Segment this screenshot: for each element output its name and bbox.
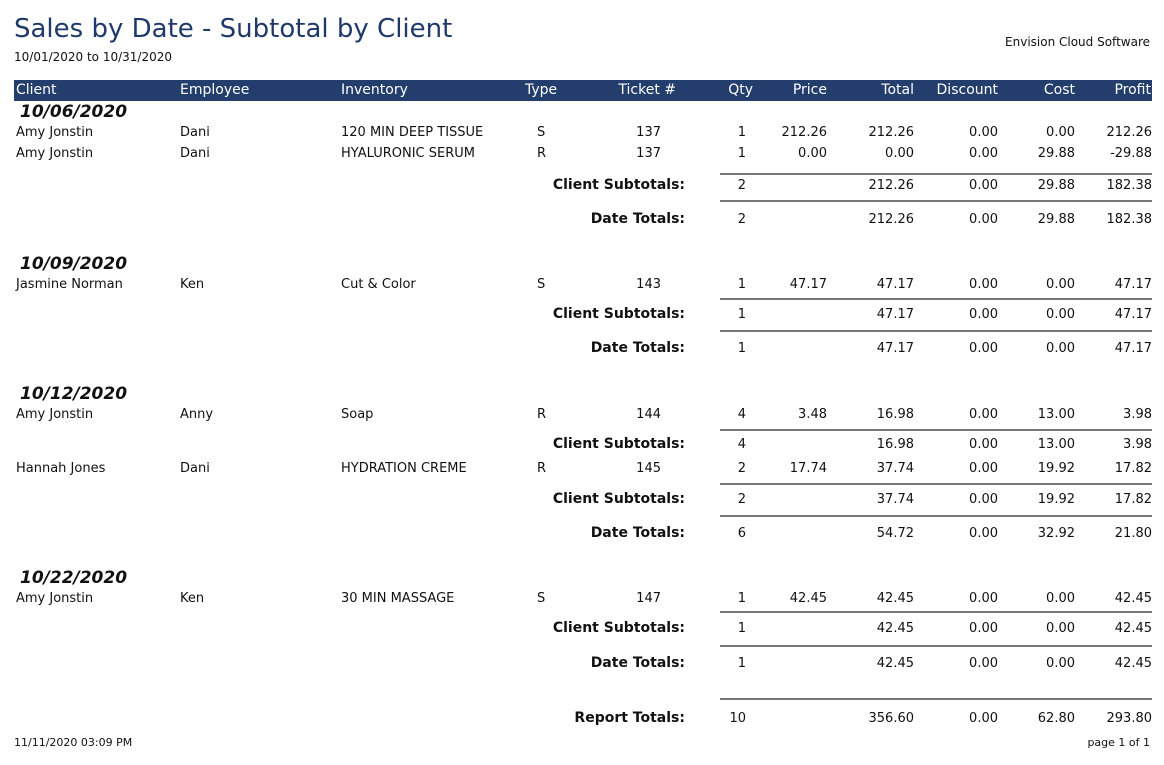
cell-discount: 0.00 — [969, 591, 998, 606]
cell-employee: Dani — [180, 146, 210, 161]
date-total-total: 47.17 — [876, 341, 914, 356]
date-total-discount: 0.00 — [969, 341, 998, 356]
cell-inventory: HYDRATION CREME — [341, 461, 467, 476]
report-title: Sales by Date - Subtotal by Client — [14, 14, 453, 44]
report-total-discount: 0.00 — [969, 711, 998, 726]
date-total-profit: 42.45 — [1114, 656, 1152, 671]
subtotal-discount: 0.00 — [969, 492, 998, 507]
cell-cost: 0.00 — [1046, 591, 1075, 606]
date-total-rule — [720, 515, 1152, 517]
cell-inventory: HYALURONIC SERUM — [341, 146, 475, 161]
col-profit: Profit — [1114, 82, 1151, 98]
date-header: 10/12/2020 — [20, 384, 128, 404]
cell-cost: 13.00 — [1037, 407, 1075, 422]
column-header-bar — [14, 80, 1152, 101]
page-number: page 1 of 1 — [1087, 736, 1150, 749]
cell-ticket: 144 — [636, 407, 661, 422]
cell-qty: 1 — [737, 591, 746, 606]
cell-employee: Ken — [180, 591, 205, 606]
subtotal-profit: 17.82 — [1114, 492, 1152, 507]
date-header: 10/06/2020 — [20, 102, 128, 122]
date-total-qty: 2 — [737, 212, 746, 227]
cell-profit: -29.88 — [1110, 146, 1152, 161]
subtotal-profit: 182.38 — [1106, 178, 1152, 193]
cell-total: 42.45 — [876, 591, 914, 606]
col-type: Type — [525, 82, 558, 98]
cell-qty: 1 — [737, 146, 746, 161]
cell-profit: 212.26 — [1106, 125, 1152, 140]
cell-profit: 17.82 — [1114, 461, 1152, 476]
date-total-profit: 47.17 — [1114, 341, 1152, 356]
client-subtotals-label: Client Subtotals: — [552, 620, 685, 636]
col-inventory: Inventory — [341, 82, 408, 98]
cell-type: R — [537, 461, 547, 476]
subtotal-total: 16.98 — [876, 437, 914, 452]
subtotal-qty: 1 — [737, 621, 746, 636]
date-total-discount: 0.00 — [969, 212, 998, 227]
subtotal-profit: 3.98 — [1123, 437, 1152, 452]
date-total-profit: 182.38 — [1106, 212, 1152, 227]
subtotal-rule — [720, 611, 1152, 613]
client-subtotals-label: Client Subtotals: — [552, 491, 685, 507]
subtotal-profit: 47.17 — [1114, 307, 1152, 322]
cell-ticket: 137 — [636, 146, 661, 161]
report-total-cost: 62.80 — [1037, 711, 1075, 726]
subtotal-discount: 0.00 — [969, 621, 998, 636]
cell-client: Hannah Jones — [16, 461, 106, 476]
subtotal-rule — [720, 173, 1152, 175]
cell-ticket: 145 — [636, 461, 661, 476]
cell-client: Amy Jonstin — [16, 591, 94, 606]
subtotal-rule — [720, 483, 1152, 485]
subtotal-cost: 0.00 — [1046, 307, 1075, 322]
report-total-total: 356.60 — [868, 711, 914, 726]
report-total-qty: 10 — [729, 711, 746, 726]
cell-client: Amy Jonstin — [16, 125, 94, 140]
cell-cost: 0.00 — [1046, 125, 1075, 140]
col-total: Total — [881, 82, 914, 98]
cell-ticket: 143 — [636, 277, 661, 292]
subtotal-discount: 0.00 — [969, 307, 998, 322]
cell-total: 0.00 — [885, 146, 914, 161]
cell-discount: 0.00 — [969, 146, 998, 161]
date-totals-label: Date Totals: — [590, 655, 685, 671]
report-total-rule — [720, 698, 1152, 700]
cell-profit: 42.45 — [1114, 591, 1152, 606]
date-total-discount: 0.00 — [969, 526, 998, 541]
col-ticket: Ticket # — [618, 82, 676, 98]
date-total-rule — [720, 330, 1152, 332]
subtotal-rule — [720, 298, 1152, 300]
cell-client: Amy Jonstin — [16, 407, 94, 422]
date-total-profit: 21.80 — [1114, 526, 1152, 541]
report-date-range: 10/01/2020 to 10/31/2020 — [14, 50, 173, 64]
cell-client: Jasmine Norman — [16, 277, 123, 292]
date-total-total: 212.26 — [868, 212, 914, 227]
subtotal-qty: 1 — [737, 307, 746, 322]
cell-total: 212.26 — [868, 125, 914, 140]
date-total-total: 54.72 — [876, 526, 914, 541]
subtotal-qty: 2 — [737, 178, 746, 193]
date-header: 10/22/2020 — [20, 568, 128, 588]
cell-inventory: 120 MIN DEEP TISSUE — [341, 125, 484, 140]
cell-employee: Dani — [180, 461, 210, 476]
date-total-cost: 0.00 — [1046, 656, 1075, 671]
cell-qty: 1 — [737, 125, 746, 140]
subtotal-profit: 42.45 — [1114, 621, 1152, 636]
date-total-cost: 29.88 — [1037, 212, 1075, 227]
cell-total: 37.74 — [876, 461, 914, 476]
client-subtotals-label: Client Subtotals: — [552, 177, 685, 193]
subtotal-cost: 29.88 — [1037, 178, 1075, 193]
cell-employee: Dani — [180, 125, 210, 140]
cell-inventory: Cut & Color — [341, 277, 416, 292]
print-timestamp: 11/11/2020 03:09 PM — [14, 736, 133, 749]
date-totals-label: Date Totals: — [590, 340, 685, 356]
cell-discount: 0.00 — [969, 277, 998, 292]
cell-client: Amy Jonstin — [16, 146, 94, 161]
cell-price: 47.17 — [789, 277, 827, 292]
cell-type: S — [537, 125, 546, 140]
cell-employee: Anny — [180, 407, 214, 422]
cell-profit: 3.98 — [1123, 407, 1152, 422]
company-name: Envision Cloud Software — [1005, 35, 1150, 49]
cell-cost: 29.88 — [1037, 146, 1075, 161]
cell-inventory: Soap — [341, 407, 374, 422]
client-subtotals-label: Client Subtotals: — [552, 436, 685, 452]
col-price: Price — [792, 82, 827, 98]
subtotal-total: 212.26 — [868, 178, 914, 193]
cell-type: S — [537, 591, 546, 606]
cell-type: R — [537, 407, 547, 422]
subtotal-total: 37.74 — [876, 492, 914, 507]
date-totals-label: Date Totals: — [590, 211, 685, 227]
subtotal-cost: 19.92 — [1037, 492, 1075, 507]
subtotal-discount: 0.00 — [969, 178, 998, 193]
cell-total: 16.98 — [876, 407, 914, 422]
cell-qty: 1 — [737, 277, 746, 292]
date-total-total: 42.45 — [876, 656, 914, 671]
subtotal-total: 47.17 — [876, 307, 914, 322]
subtotal-total: 42.45 — [876, 621, 914, 636]
cell-price: 212.26 — [781, 125, 827, 140]
cell-discount: 0.00 — [969, 125, 998, 140]
cell-cost: 0.00 — [1046, 277, 1075, 292]
date-total-discount: 0.00 — [969, 656, 998, 671]
cell-ticket: 147 — [636, 591, 661, 606]
cell-discount: 0.00 — [969, 407, 998, 422]
cell-qty: 4 — [737, 407, 746, 422]
subtotal-qty: 2 — [737, 492, 746, 507]
subtotal-qty: 4 — [737, 437, 746, 452]
cell-qty: 2 — [737, 461, 746, 476]
date-total-rule — [720, 200, 1152, 202]
date-header: 10/09/2020 — [20, 254, 128, 274]
date-total-qty: 1 — [737, 656, 746, 671]
date-total-cost: 0.00 — [1046, 341, 1075, 356]
cell-inventory: 30 MIN MASSAGE — [341, 591, 455, 606]
date-totals-label: Date Totals: — [590, 525, 685, 541]
report-totals-label: Report Totals: — [574, 710, 685, 726]
cell-type: R — [537, 146, 547, 161]
cell-type: S — [537, 277, 546, 292]
cell-employee: Ken — [180, 277, 205, 292]
date-total-cost: 32.92 — [1037, 526, 1075, 541]
col-client: Client — [16, 82, 57, 98]
cell-price: 17.74 — [789, 461, 827, 476]
col-employee: Employee — [180, 82, 250, 98]
subtotal-cost: 13.00 — [1037, 437, 1075, 452]
col-discount: Discount — [936, 82, 998, 98]
subtotal-cost: 0.00 — [1046, 621, 1075, 636]
col-qty: Qty — [728, 82, 753, 98]
cell-ticket: 137 — [636, 125, 661, 140]
subtotal-rule — [720, 429, 1152, 431]
col-cost: Cost — [1043, 82, 1075, 98]
client-subtotals-label: Client Subtotals: — [552, 306, 685, 322]
cell-discount: 0.00 — [969, 461, 998, 476]
subtotal-discount: 0.00 — [969, 437, 998, 452]
cell-price: 3.48 — [798, 407, 827, 422]
date-total-rule — [720, 645, 1152, 647]
cell-total: 47.17 — [876, 277, 914, 292]
cell-price: 0.00 — [798, 146, 827, 161]
cell-cost: 19.92 — [1037, 461, 1075, 476]
report-total-profit: 293.80 — [1106, 711, 1152, 726]
date-total-qty: 1 — [737, 341, 746, 356]
date-total-qty: 6 — [737, 526, 746, 541]
cell-price: 42.45 — [789, 591, 827, 606]
cell-profit: 47.17 — [1114, 277, 1152, 292]
